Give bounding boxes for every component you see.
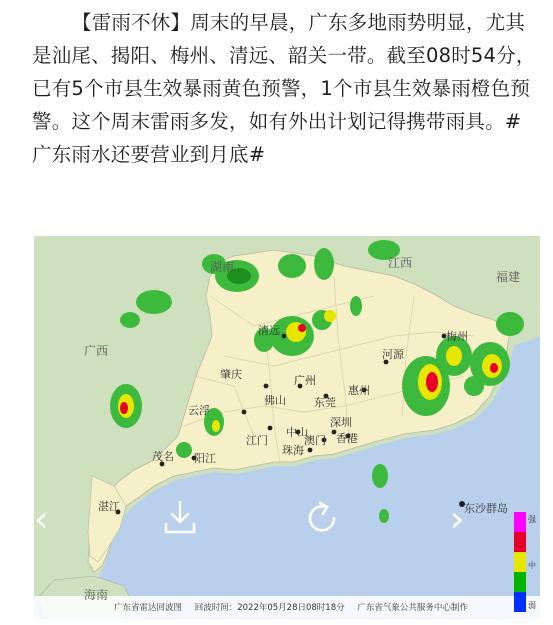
label-foshan: 佛山 bbox=[264, 394, 286, 407]
caption-time: 回波时间：2022年05月28日08时18分 bbox=[194, 603, 345, 613]
label-zhongshan: 中山 bbox=[286, 426, 308, 439]
legend-strong: 强 bbox=[528, 515, 536, 524]
label-yangjiang: 阳江 bbox=[194, 452, 216, 465]
label-maoming: 茂名 bbox=[152, 450, 174, 463]
label-zhanjiang: 湛江 bbox=[98, 500, 120, 513]
caption-source: 广东省雷达回波图 bbox=[114, 603, 183, 613]
label-guangzhou: 广州 bbox=[294, 374, 316, 387]
map-caption bbox=[114, 601, 478, 613]
label-aomen: 澳门 bbox=[304, 434, 326, 447]
post-text bbox=[32, 6, 537, 171]
label-zhaoqing: 肇庆 bbox=[220, 368, 242, 381]
chevron-left-icon[interactable]: ‹ bbox=[34, 499, 49, 540]
label-hunan: 湖南 bbox=[210, 260, 235, 274]
label-zhuhai: 珠海 bbox=[282, 444, 304, 457]
label-dongguan: 东莞 bbox=[314, 396, 336, 409]
intensity-legend bbox=[514, 512, 526, 612]
label-shenzhen: 深圳 bbox=[330, 416, 352, 429]
label-huizhou: 惠州 bbox=[348, 384, 370, 397]
label-xianggang: 香港 bbox=[336, 432, 358, 445]
label-yunfu: 云浮 bbox=[188, 404, 210, 417]
label-heyuan: 河源 bbox=[382, 348, 404, 361]
label-qingyuan: 清远 bbox=[258, 324, 280, 337]
label-dongsha: 东沙群岛 bbox=[464, 502, 508, 515]
legend-mid: 中 bbox=[528, 561, 536, 570]
label-jiangmen: 江门 bbox=[246, 434, 268, 447]
label-hainan: 海南 bbox=[84, 588, 109, 602]
radar-map-image[interactable] bbox=[34, 236, 540, 619]
chevron-right-icon[interactable]: › bbox=[450, 499, 465, 540]
post-paragraph: 【雷雨不休】周末的早晨，广东多地雨势明显，尤其是汕尾、揭阳、梅州、清远、韶关一带。截至08时54分，已有5个市县生效暴雨黄色预警，1个市县生效暴雨橙色预警。这个周末雷雨多发，如有外出计划记得携带雨具。#广东雨水还要营业到月底# bbox=[32, 11, 536, 166]
label-guangxi: 广西 bbox=[84, 344, 109, 358]
caption-maker: 广东省气象公共服务中心制作 bbox=[357, 603, 468, 613]
label-fujian: 福建 bbox=[496, 270, 521, 284]
legend-weak: 弱 bbox=[528, 601, 536, 610]
label-meizhou: 梅州 bbox=[446, 330, 468, 343]
label-jiangxi: 江西 bbox=[388, 256, 413, 270]
